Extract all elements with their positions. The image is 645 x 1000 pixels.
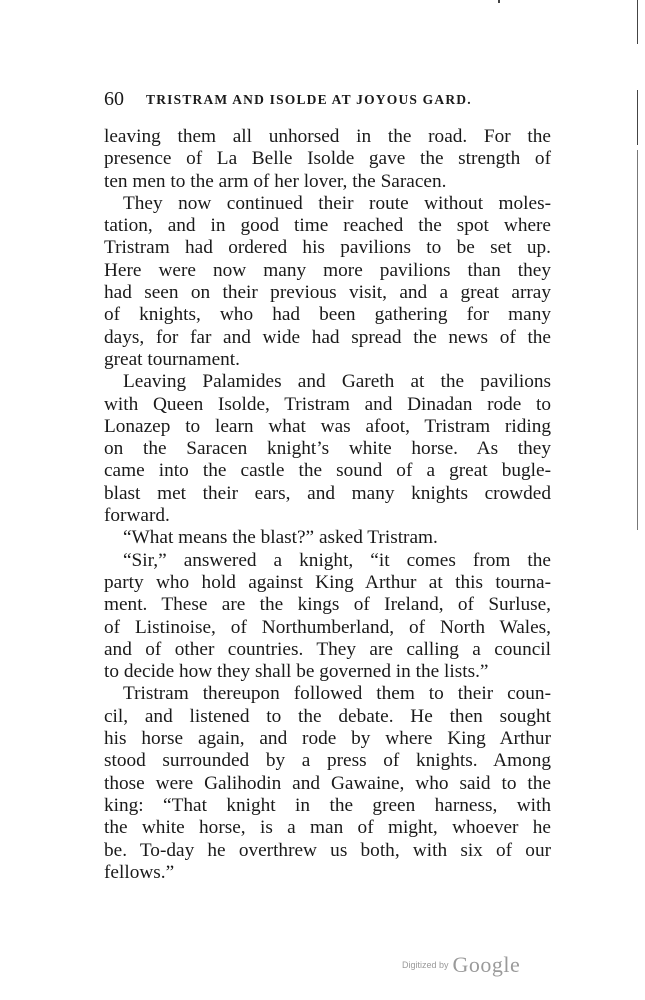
text-line: of knights, who had been gathering for many xyxy=(104,304,551,326)
text-line: Tristram had ordered his pavilions to be set up. xyxy=(104,237,551,259)
text-line: “What means the blast?” asked Tristram. xyxy=(123,527,438,549)
text-line: fellows.” xyxy=(104,861,175,883)
text-line: ten men to the arm of her lover, the Saracen. xyxy=(104,170,447,192)
page-number: 60 xyxy=(104,88,124,110)
text-line: days, for far and wide had spread the news of the xyxy=(104,326,551,348)
text-line: They now continued their route without moles- xyxy=(123,192,551,214)
body-text xyxy=(104,126,551,884)
text-line: king: “That knight in the green harness, with xyxy=(104,794,551,816)
digitized-watermark xyxy=(402,952,520,982)
watermark-brand: Google xyxy=(452,952,521,977)
text-line: stood surrounded by a press of knights. Among xyxy=(104,750,551,772)
text-line: Leaving Palamides and Gareth at the pavilions xyxy=(123,371,551,393)
text-line: the white horse, is a man of might, whoever he xyxy=(104,817,551,839)
text-line: came into the castle the sound of a great bugle- xyxy=(104,460,551,482)
text-line: Lonazep to learn what was afoot, Tristram riding xyxy=(104,415,551,437)
text-line: forward. xyxy=(104,505,170,527)
text-line: those were Galihodin and Gawaine, who said to the xyxy=(104,772,551,794)
text-line: party who hold against King Arthur at this tourna- xyxy=(104,571,551,593)
text-line: had seen on their previous visit, and a great array xyxy=(104,282,551,304)
text-line: Here were now many more pavilions than they xyxy=(104,259,551,281)
text-line: with Queen Isolde, Tristram and Dinadan rode to xyxy=(104,393,551,415)
scan-edge-line xyxy=(637,90,638,145)
page-header xyxy=(104,86,544,114)
text-line: and of other countries. They are calling a council xyxy=(104,638,551,660)
scan-edge-line xyxy=(637,0,638,44)
running-title: TRISTRAM AND ISOLDE AT JOYOUS GARD. xyxy=(146,92,472,107)
text-line: presence of La Belle Isolde gave the strength of xyxy=(104,148,551,170)
text-line: on the Saracen knight’s white horse. As they xyxy=(104,438,551,460)
scan-edge-mark xyxy=(498,0,500,3)
text-line: blast met their ears, and many knights crowded xyxy=(104,482,551,504)
text-line: be. To-day he overthrew us both, with six of our xyxy=(104,839,551,861)
text-line: Tristram thereupon followed them to their coun- xyxy=(123,683,551,705)
text-line: “Sir,” answered a knight, “it comes from the xyxy=(123,549,551,571)
watermark-prefix: Digitized by xyxy=(402,960,449,970)
text-line: ment. These are the kings of Ireland, of Surluse, xyxy=(104,594,551,616)
text-line: of Listinoise, of Northumberland, of North Wales, xyxy=(104,616,551,638)
text-line: cil, and listened to the debate. He then sought xyxy=(104,705,551,727)
text-line: leaving them all unhorsed in the road. For the xyxy=(104,126,551,147)
text-line: his horse again, and rode by where King Arthur xyxy=(104,728,551,750)
scan-edge-line xyxy=(637,150,638,530)
text-line: to decide how they shall be governed in the lists.” xyxy=(104,661,489,683)
text-line: tation, and in good time reached the spot where xyxy=(104,215,551,237)
text-line: great tournament. xyxy=(104,348,240,370)
